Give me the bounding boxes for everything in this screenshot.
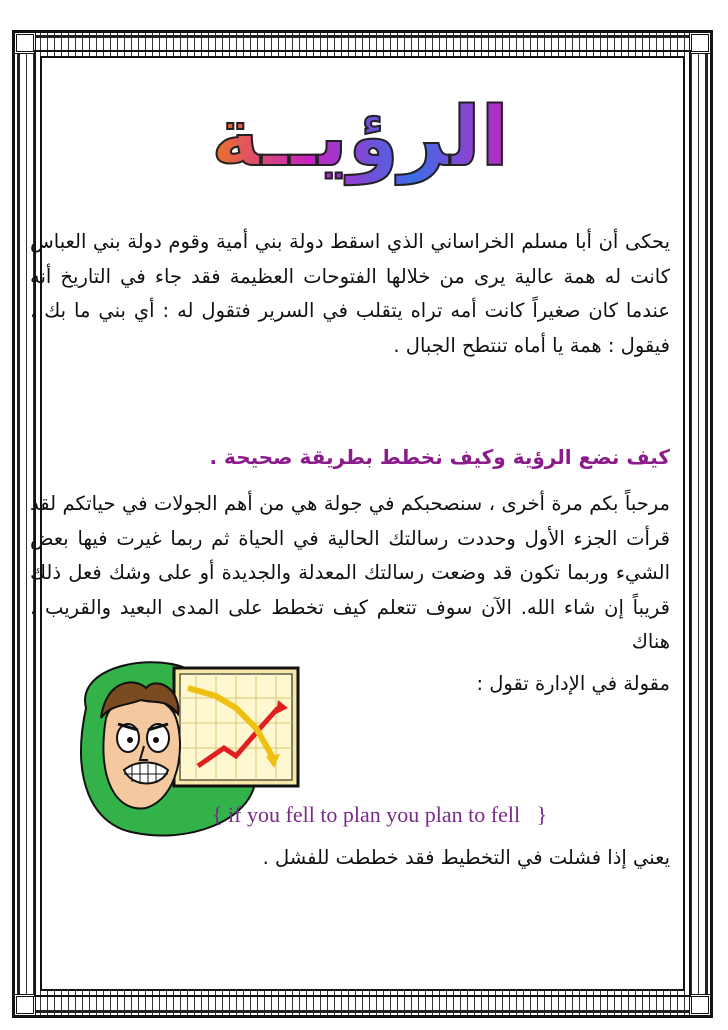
section-heading: كيف نضع الرؤية وكيف نخطط بطريقة صحيحة . — [209, 445, 670, 469]
border-corner-bottom-right — [689, 994, 711, 1016]
page-title-text: الرؤيــة — [100, 88, 620, 188]
body-paragraph: مرحباً بكم مرة أخرى ، سنصحبكم في جولة هي من أهم الجولات في حياتكم لقد قرأت الجزء الأول وحددت رسالتك الحالية في الحياة ثم ربما غيرت فيها بعض الشيء وربما تكون قد وضعت رسالتك المعدلة والجديدة أو على وشك فعل ذلك قريباً إن شاء الله. الآن سوف تتعلم كيف تخطط على المدى البعيد والقريب ، هناك — [30, 492, 670, 653]
border-corner-top-right — [689, 32, 711, 54]
clipart-face — [101, 682, 180, 808]
page-title — [100, 88, 620, 188]
quote-intro: مقولة في الإدارة تقول : — [476, 672, 670, 695]
intro-paragraph: يحكى أن أبا مسلم الخراساني الذي اسقط دولة بني أمية وقوم دولة بني العباس كانت له همة عالية يرى من خلالها الفتوحات العظيمة فقد جاء في التاريخ أنه عندما كان صغيراً كانت أمه تراه يتقلب في السرير فتقول له : أي بني ما بك ، فيقول : همة يا أماه تنتطح الجبال . — [30, 230, 670, 357]
english-quote: { if you fell to plan you plan to fell } — [212, 802, 548, 827]
border-corner-top-left — [14, 32, 36, 54]
border-corner-bottom-left — [14, 994, 36, 1016]
clipart-chart-board — [174, 668, 298, 786]
arabic-quote-translation: يعني إذا فشلت في التخطيط فقد خططت للفشل . — [262, 846, 670, 869]
